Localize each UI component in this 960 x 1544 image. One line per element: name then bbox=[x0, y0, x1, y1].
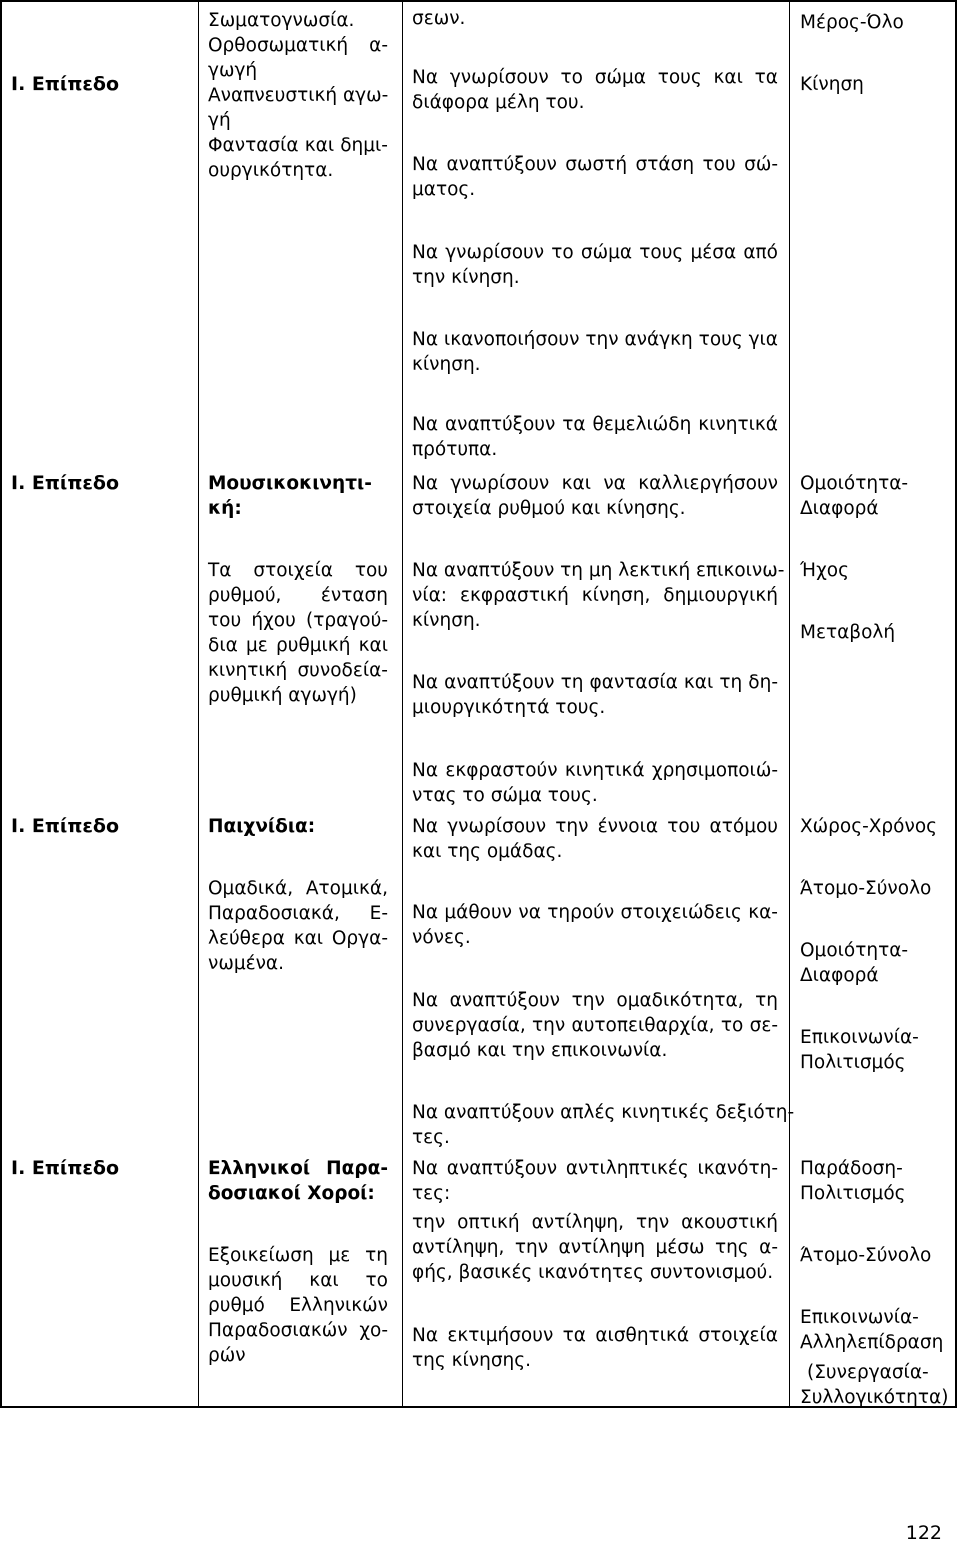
concept-item: Άτομο-Σύνολο bbox=[800, 1245, 932, 1266]
topic-description: Εξοικείωση με τη μουσική και το ρυθμό Ελληνικών Παραδοσιακών χο- ρών bbox=[208, 1245, 388, 1366]
objective-item: Να εκτιμήσουν τα αισθητικά στοιχεία της κίνησης. bbox=[412, 1325, 778, 1371]
concept-item: Χώρος-Χρόνος bbox=[800, 816, 938, 837]
level-label: Ι. Επίπεδο bbox=[11, 472, 120, 494]
objective-item: Να αναπτύξουν τα θεμελιώδη κινητικά πρότυπα. bbox=[412, 414, 778, 460]
concept-item: Επικοινωνία- Αλληλεπίδραση bbox=[800, 1307, 944, 1353]
objective-item: την οπτική αντίληψη, την ακουστική αντίληψη, την αντίληψη μέσω της α- φής, βασικές ικανότητες συντονισμού. bbox=[412, 1212, 778, 1283]
concept-item: Παράδοση- Πολιτισμός bbox=[800, 1158, 906, 1204]
column-divider bbox=[789, 2, 790, 1406]
objective-item: Να εκφραστούν κινητικά χρησιμοποιώ- ντας το σώμα τους. bbox=[412, 760, 778, 806]
concept-item: Ομοιότητα- Διαφορά bbox=[800, 940, 909, 986]
column-divider bbox=[402, 2, 403, 1406]
objective-item: Να αναπτύξουν τη μη λεκτική επικοινω- νία: εκφραστική κίνηση, δημιουργική κίνηση. bbox=[412, 560, 785, 631]
concept-item: Επικοινωνία- Πολιτισμός bbox=[800, 1027, 919, 1073]
concept-item: Ομοιότητα- Διαφορά bbox=[800, 473, 909, 519]
objective-item: σεων. bbox=[412, 8, 466, 29]
topic-title: Παιχνίδια: bbox=[208, 816, 316, 837]
topic-description: Σωματογνωσία. Ορθοσωματική α- γωγή Αναπνευστική αγω- γή Φαντασία και δημι- ουργικότητα. bbox=[208, 10, 389, 181]
objective-item: Να αναπτύξουν σωστή στάση του σώ- ματος. bbox=[412, 154, 778, 200]
topic-description: Ομαδικά, Ατομικά, Παραδοσιακά, Ε- λεύθερα και Οργα- νωμένα. bbox=[208, 878, 388, 974]
column-divider bbox=[198, 2, 199, 1406]
concept-item: Μέρος-Όλο bbox=[800, 12, 904, 33]
concept-item: Μεταβολή bbox=[800, 622, 896, 643]
objective-item: Να γνωρίσουν το σώμα τους μέσα από την κίνηση. bbox=[412, 242, 778, 288]
objective-item: Να αναπτύξουν τη φαντασία και τη δη- μιουργικότητά τους. bbox=[412, 672, 778, 718]
topic-title: Ελληνικοί Παρα- δοσιακοί Χοροί: bbox=[208, 1158, 388, 1204]
objective-item: Να ικανοποιήσουν την ανάγκη τους για κίνηση. bbox=[412, 329, 778, 375]
objective-item: Να γνωρίσουν και να καλλιεργήσουν στοιχεία ρυθμού και κίνησης. bbox=[412, 473, 778, 519]
objective-item: Να αναπτύξουν αντιληπτικές ικανότη- τες: bbox=[412, 1158, 778, 1204]
level-label: Ι. Επίπεδο bbox=[11, 815, 120, 837]
concept-item: Ήχος bbox=[800, 560, 849, 581]
objective-item: Να μάθουν να τηρούν στοιχειώδεις κα- νόνες. bbox=[412, 902, 778, 948]
concept-item: Άτομο-Σύνολο bbox=[800, 878, 932, 899]
objective-item: Να αναπτύξουν την ομαδικότητα, τη συνεργασία, την αυτοπειθαρχία, το σε- βασμό και την επικοινωνία. bbox=[412, 990, 778, 1061]
level-label: Ι. Επίπεδο bbox=[11, 1157, 120, 1179]
page-number: 122 bbox=[905, 1522, 942, 1544]
topic-description: Τα στοιχεία του ρυθμού, ένταση του ήχου (τραγού- δια με ρυθμική και κινητική συνοδεία- ρυθμική αγωγή) bbox=[208, 560, 388, 706]
concept-item: (Συνεργασία- Συλλογικότητα) bbox=[800, 1362, 949, 1408]
level-label: Ι. Επίπεδο bbox=[11, 73, 120, 95]
topic-title: Μουσικοκινητι- κή: bbox=[208, 473, 372, 519]
objective-item: Να αναπτύξουν απλές κινητικές δεξιότη- τες. bbox=[412, 1102, 795, 1148]
objective-item: Να γνωρίσουν το σώμα τους και τα διάφορα μέλη του. bbox=[412, 67, 778, 113]
concept-item: Κίνηση bbox=[800, 74, 864, 95]
objective-item: Να γνωρίσουν την έννοια του ατόμου και της ομάδας. bbox=[412, 816, 778, 862]
